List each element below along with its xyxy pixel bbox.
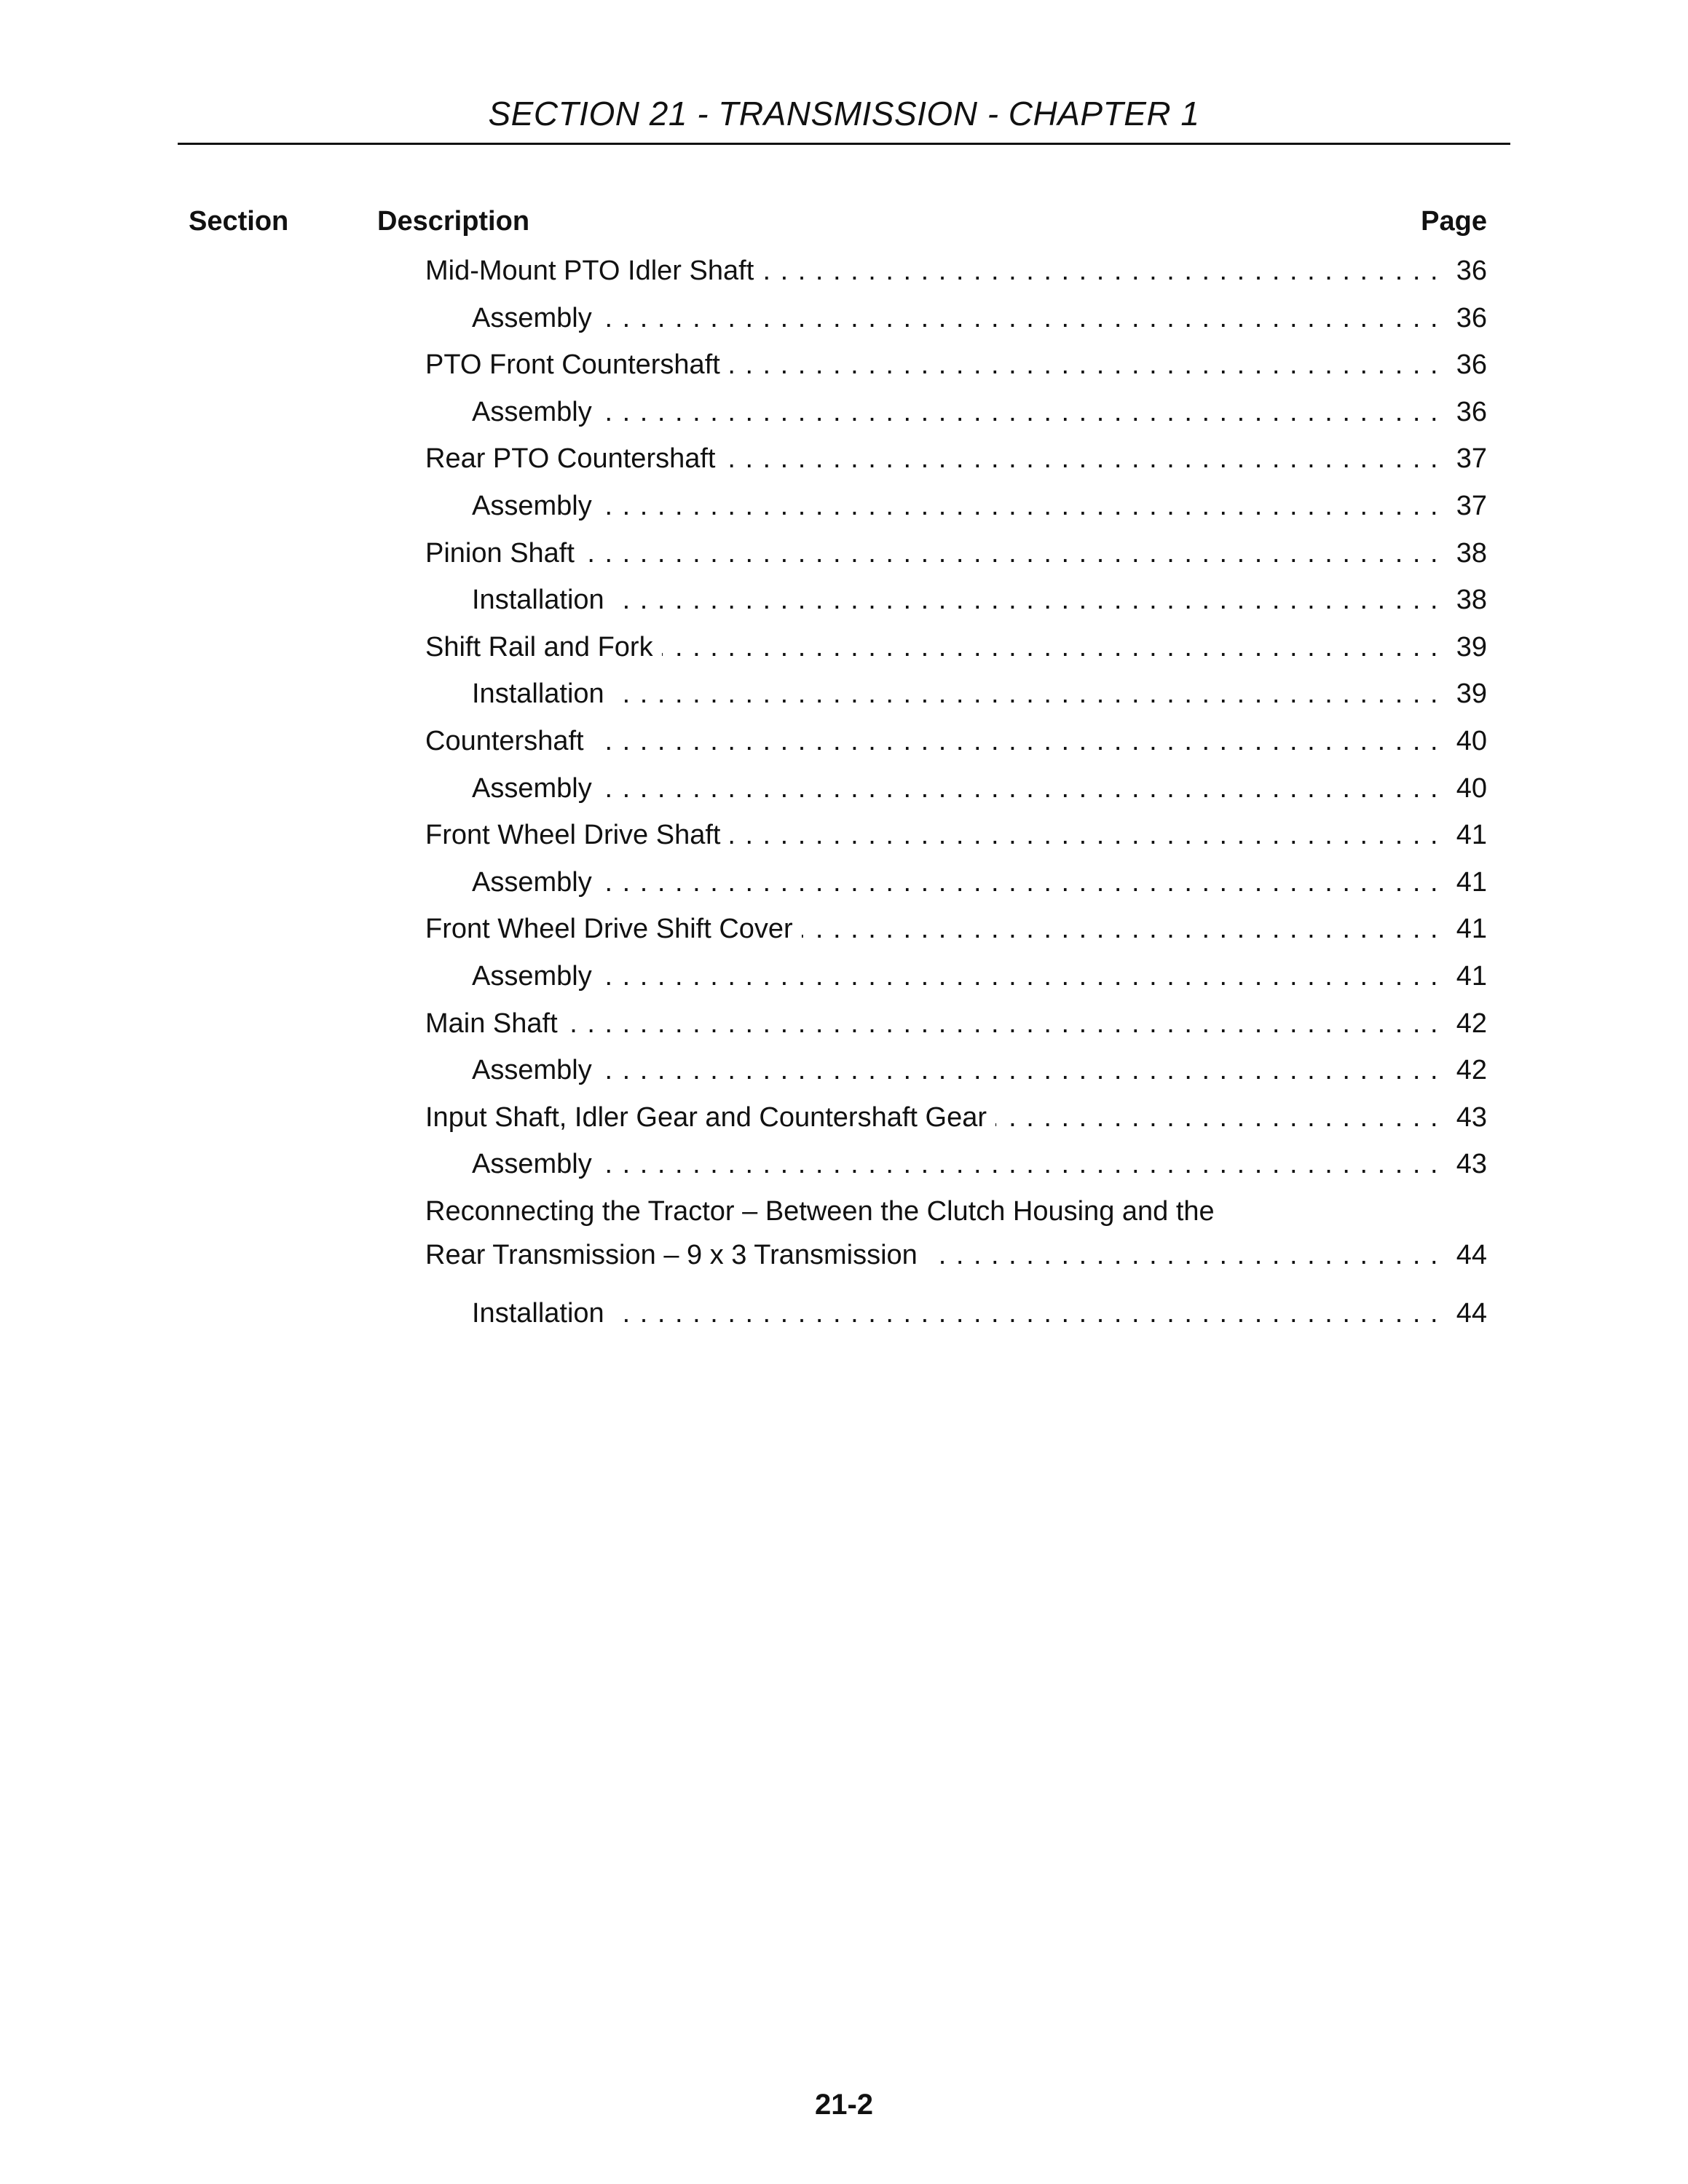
dot-leader	[601, 489, 1439, 523]
toc-entry	[0, 906, 1688, 953]
page-footer	[0, 2086, 1688, 2123]
toc-entry-page: 40	[1456, 772, 1487, 804]
page-column-header: Page	[1421, 206, 1487, 237]
toc-entry-page: 41	[1456, 960, 1487, 992]
dot-leader	[802, 912, 1439, 946]
dot-leader	[601, 772, 1439, 805]
dot-leader	[601, 866, 1439, 899]
dot-leader	[601, 395, 1439, 429]
chapter-title: SECTION 21 - TRANSMISSION - CHAPTER 1	[488, 95, 1200, 132]
toc-subentry	[0, 577, 1688, 624]
toc-entry-label: Input Shaft, Idler Gear and Countershaft Gear	[425, 1101, 987, 1133]
dot-leader	[601, 301, 1439, 335]
toc-entry-label: Assembly	[472, 960, 592, 992]
toc-entry-page: 36	[1456, 349, 1487, 381]
toc-entry-label: Countershaft	[425, 725, 584, 756]
toc-entry-label: Assembly	[472, 866, 592, 898]
dot-leader	[613, 677, 1439, 711]
toc-entry-page: 40	[1456, 725, 1487, 756]
toc-entry-label: Main Shaft	[425, 1008, 558, 1039]
toc-entry-label: Assembly	[472, 396, 592, 427]
toc-entry-multiline	[0, 1188, 1688, 1290]
toc-entry	[0, 435, 1688, 483]
toc-subentry	[0, 670, 1688, 718]
toc-entry-page: 36	[1456, 302, 1487, 333]
dot-leader	[601, 1053, 1439, 1087]
toc-subentry	[0, 1047, 1688, 1094]
toc-entry-page: 44	[1456, 1239, 1487, 1270]
toc-entry-label: Assembly	[472, 302, 592, 333]
description-column-header: Description	[377, 206, 530, 237]
toc-entry-page: 39	[1456, 631, 1487, 662]
toc-entry-label-line1: Reconnecting the Tractor – Between the Clutch Housing and the	[425, 1195, 1215, 1227]
toc-entry-page: 42	[1456, 1008, 1487, 1039]
dot-leader	[662, 630, 1439, 664]
section-column-header: Section	[189, 206, 289, 237]
toc-entry-page: 43	[1456, 1101, 1487, 1133]
dot-leader	[593, 724, 1439, 758]
toc-entry-page: 41	[1456, 914, 1487, 945]
toc-entry-page: 37	[1456, 443, 1487, 475]
dot-leader	[567, 1007, 1439, 1040]
dot-leader	[613, 583, 1439, 617]
toc-entry-page: 39	[1456, 678, 1487, 710]
page-number: 21-2	[814, 2089, 874, 2121]
dot-leader	[583, 537, 1439, 570]
toc-entry-label: Assembly	[472, 490, 592, 521]
toc-entry-label: Assembly	[472, 1055, 592, 1086]
toc-entry	[0, 624, 1688, 671]
toc-entry-label: Pinion Shaft	[425, 537, 575, 569]
dot-leader	[601, 960, 1439, 993]
toc-entry-page: 41	[1456, 820, 1487, 851]
dot-leader	[995, 1101, 1439, 1134]
toc-subentry	[0, 1141, 1688, 1188]
toc-subentry	[0, 765, 1688, 812]
toc-subentry	[0, 859, 1688, 906]
toc-entry-label: Front Wheel Drive Shift Cover	[425, 914, 793, 945]
toc-subentry	[0, 483, 1688, 530]
toc-entry-page: 36	[1456, 256, 1487, 286]
toc-subentry	[0, 1290, 1688, 1337]
dot-leader	[613, 1297, 1439, 1330]
toc-entry-page: 42	[1456, 1055, 1487, 1086]
toc-column-headers	[0, 201, 1688, 245]
toc-entry-label: Assembly	[472, 772, 592, 804]
toc-entry-page: 38	[1456, 585, 1487, 616]
dot-leader	[729, 818, 1439, 852]
toc-entry-label: PTO Front Countershaft	[425, 349, 720, 381]
toc-entry-label: Installation	[472, 585, 604, 616]
toc-entry	[0, 341, 1688, 389]
toc-entry-label: Front Wheel Drive Shaft	[425, 820, 721, 851]
toc-entry-label: Assembly	[472, 1149, 592, 1180]
toc-entry	[0, 1000, 1688, 1048]
toc-entry-page: 43	[1456, 1149, 1487, 1180]
toc-entry	[0, 812, 1688, 859]
toc-entry-label: Installation	[472, 1297, 604, 1329]
toc-entry-label: Installation	[472, 678, 604, 710]
dot-leader	[729, 348, 1439, 381]
table-of-contents	[0, 248, 1688, 1337]
toc-subentry	[0, 295, 1688, 342]
toc-entry-page: 41	[1456, 866, 1487, 898]
toc-entry-page: 37	[1456, 490, 1487, 521]
toc-entry-label: Shift Rail and Fork	[425, 631, 653, 662]
dot-leader	[926, 1238, 1439, 1272]
toc-entry-page: 38	[1456, 537, 1487, 569]
toc-entry-label: Rear PTO Countershaft	[425, 443, 716, 475]
toc-entry	[0, 718, 1688, 765]
page-header	[178, 93, 1510, 145]
toc-entry	[0, 530, 1688, 577]
dot-leader	[762, 254, 1439, 288]
toc-entry-page: 36	[1456, 396, 1487, 427]
toc-entry-label: Rear Transmission – 9 x 3 Transmission	[425, 1239, 918, 1270]
toc-entry-label: Mid-Mount PTO Idler Shaft	[425, 256, 754, 286]
dot-leader	[724, 442, 1439, 475]
toc-entry	[0, 248, 1688, 295]
toc-subentry	[0, 389, 1688, 436]
dot-leader	[601, 1147, 1439, 1181]
toc-subentry	[0, 953, 1688, 1000]
toc-entry	[0, 1094, 1688, 1142]
toc-entry-page: 44	[1456, 1297, 1487, 1329]
